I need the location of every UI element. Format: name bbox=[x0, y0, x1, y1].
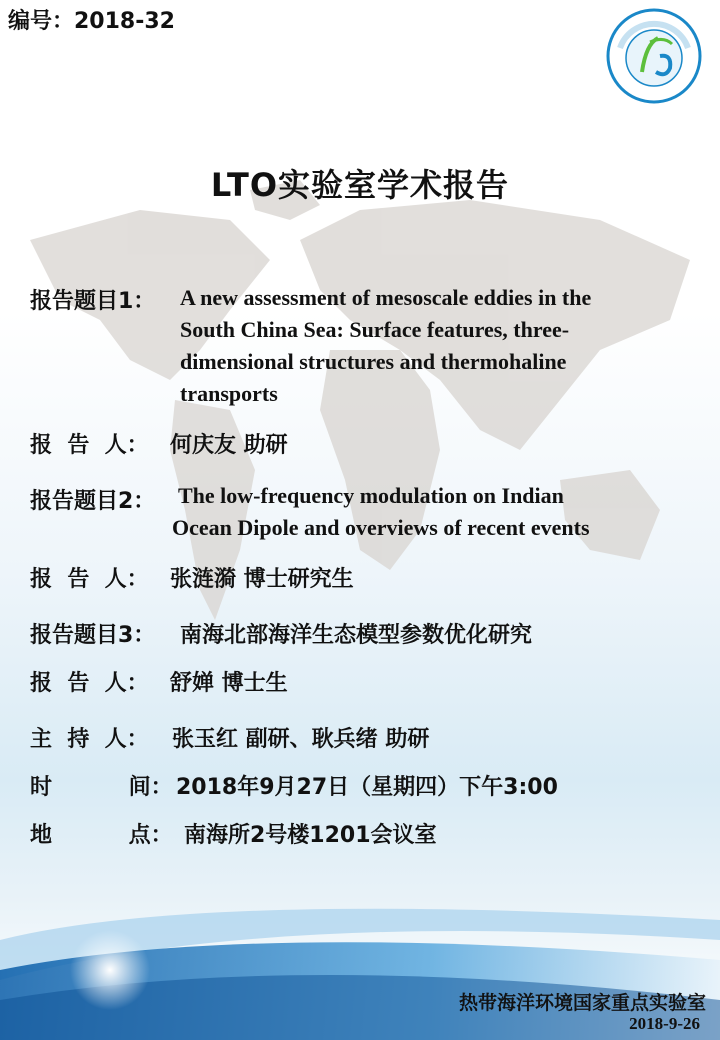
talk2-speaker: 张涟漪 博士研究生 bbox=[170, 567, 354, 592]
blue-swoosh-decoration bbox=[0, 880, 720, 1040]
serial-number: 编号：2018-32 bbox=[8, 9, 175, 34]
talk1-title-line: South China Sea: Surface features, three- bbox=[180, 317, 570, 342]
talk1-speaker: 何庆友 助研 bbox=[170, 433, 288, 458]
place: 南海所2号楼1201会议室 bbox=[184, 823, 437, 848]
host: 张玉红 副研、耿兵绪 助研 bbox=[172, 727, 430, 752]
time: 2018年9月27日（星期四）下午3:00 bbox=[176, 775, 558, 800]
talk2-title-line: Ocean Dipole and overviews of recent events bbox=[172, 515, 590, 540]
talk3-speaker-label: 报 告 人： bbox=[30, 671, 149, 696]
footer-organization: 热带海洋环境国家重点实验室 bbox=[458, 992, 706, 1014]
talk3-speaker: 舒婵 博士生 bbox=[170, 671, 288, 696]
talk2-title-line: The low-frequency modulation on Indian bbox=[178, 483, 564, 508]
footer-date: 2018-9-26 bbox=[629, 1014, 700, 1033]
time-label: 时 间： bbox=[30, 775, 173, 800]
host-label: 主 持 人： bbox=[30, 727, 149, 752]
talk3-label: 报告题目3： bbox=[30, 623, 156, 648]
talk1-title-line: dimensional structures and thermohaline bbox=[180, 349, 567, 374]
page-title: LTO实验室学术报告 bbox=[210, 166, 510, 204]
talk1-speaker-label: 报 告 人： bbox=[30, 433, 149, 458]
talk1-label: 报告题目1： bbox=[30, 289, 156, 314]
lab-logo-icon bbox=[606, 8, 702, 104]
place-label: 地 点： bbox=[30, 823, 173, 848]
talk2-label: 报告题目2： bbox=[30, 489, 156, 514]
talk1-title-line: transports bbox=[180, 381, 278, 406]
talk3-title: 南海北部海洋生态模型参数优化研究 bbox=[180, 623, 533, 648]
talk2-speaker-label: 报 告 人： bbox=[30, 567, 149, 592]
talk1-title bbox=[180, 282, 591, 410]
talk2-title bbox=[172, 480, 590, 544]
talk1-title-line: A new assessment of mesoscale eddies in the bbox=[180, 285, 592, 310]
